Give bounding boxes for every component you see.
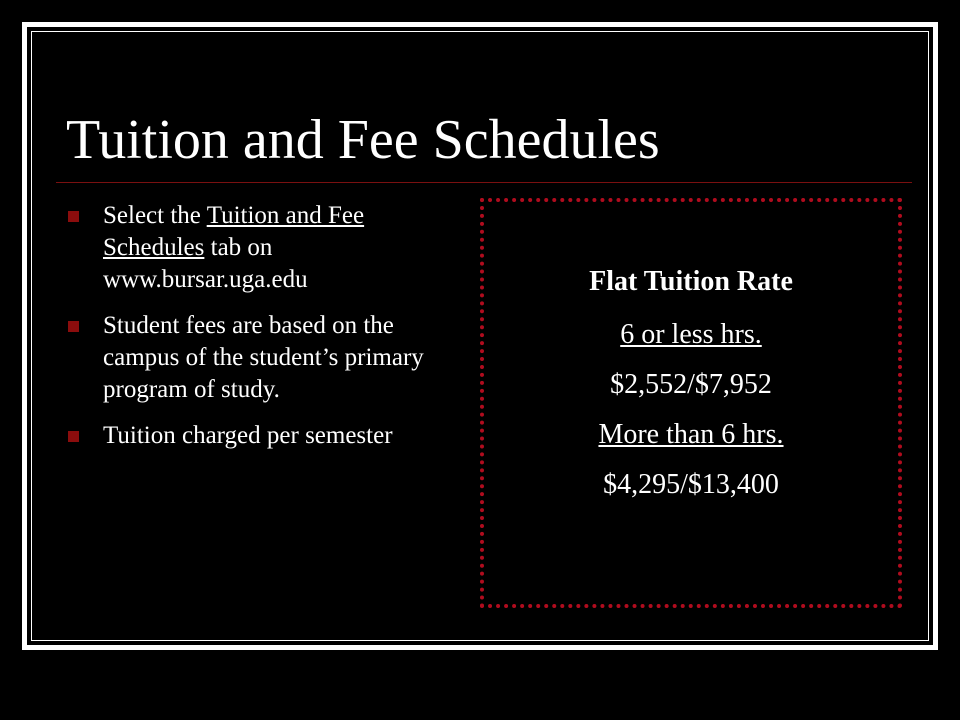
bullet-text: Student fees are based on the campus of the student’s primary program of study. [103, 312, 424, 403]
bullet-item-tuition-per-semester [66, 420, 456, 452]
tier2-label: More than 6 hrs. [598, 419, 784, 450]
bullet-list [66, 200, 456, 466]
tier1-label: 6 or less hrs. [620, 319, 762, 350]
rate-box-heading: Flat Tuition Rate [589, 266, 793, 297]
square-bullet-icon [68, 211, 79, 222]
bullet-text-before: Select the [103, 202, 207, 229]
bullet-item-select-tab [66, 200, 456, 296]
tuition-schedules-link[interactable]: Tuition and Fee Schedules [103, 202, 365, 261]
flat-tuition-rate-box [480, 198, 902, 608]
bullet-text: Tuition charged per semester [103, 422, 393, 449]
title-divider [56, 182, 912, 183]
slide-title: Tuition and Fee Schedules [66, 109, 660, 171]
bullet-text-after: tab on www.bursar.uga.edu [103, 234, 308, 293]
square-bullet-icon [68, 321, 79, 332]
bullet-item-student-fees [66, 310, 456, 406]
tier2-value: $4,295/$13,400 [603, 469, 779, 500]
square-bullet-icon [68, 431, 79, 442]
tier1-value: $2,552/$7,952 [610, 369, 772, 400]
